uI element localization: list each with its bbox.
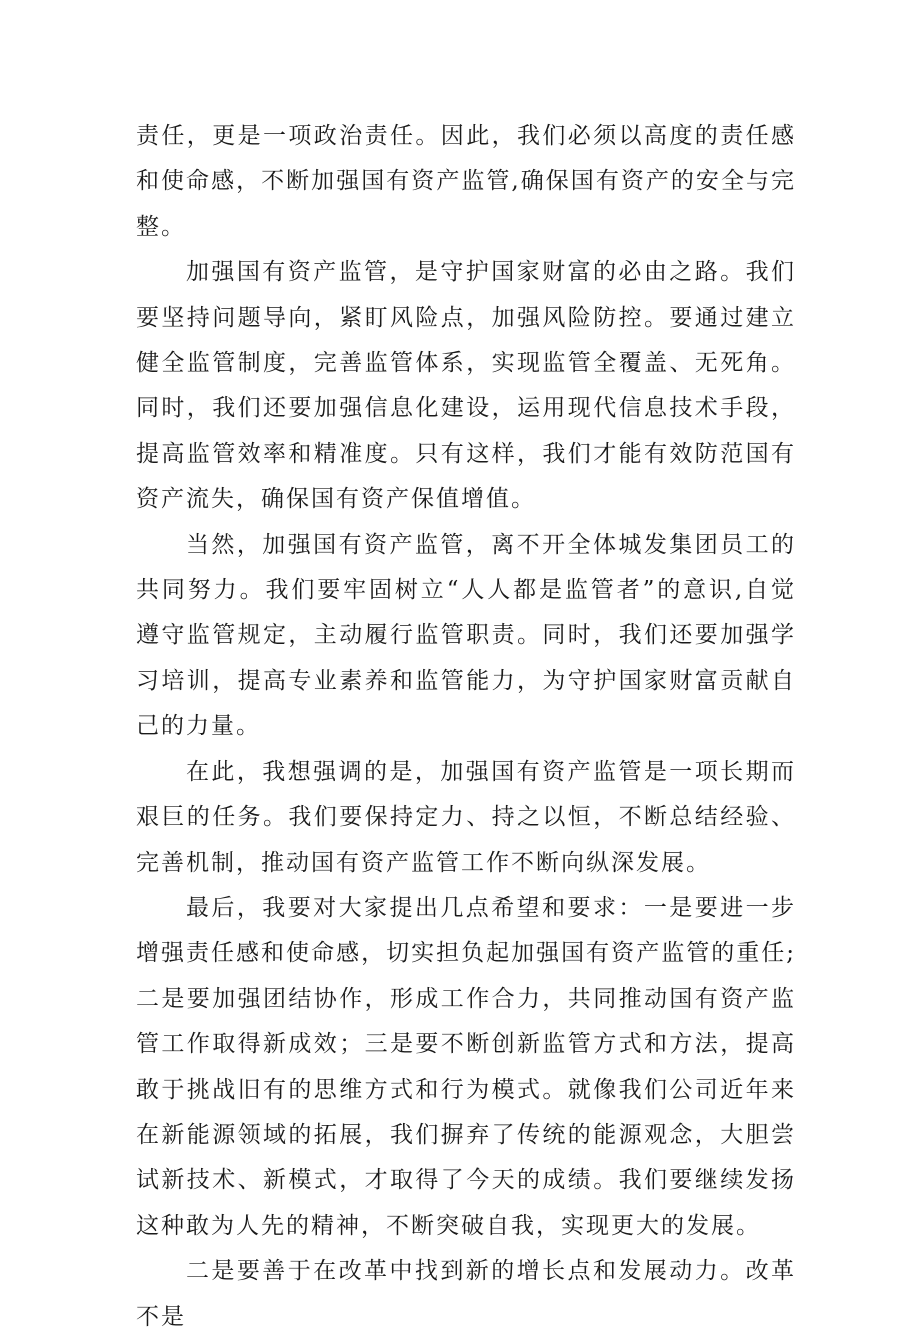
document-body [136,114,796,1340]
paragraph-reform-growth: 二是要善于在改革中找到新的增长点和发展动力。改革不是 [136,1258,796,1330]
paragraph-long-term-task: 在此，我想强调的是，加强国有资产监管是一项长期而艰巨的任务。我们要保持定力、持之以恒，不断总结经验、完善机制，推动国有资产监管工作不断向纵深发展。 [136,758,796,876]
paragraph-joint-effort: 当然，加强国有资产监管，离不开全体城发集团员工的共同努力。我们要牢固树立“人人都是监管者”的意识,自觉遵守监管规定，主动履行监管职责。同时，我们还要加强学习培训，提高专业素养和监管能力，为守护国家财富贡献自己的力量。 [136,531,796,740]
paragraph-asset-supervision-path: 加强国有资产监管，是守护国家财富的必由之路。我们要坚持问题导向，紧盯风险点，加强风险防控。要通过建立健全监管制度，完善监管体系，实现监管全覆盖、无死角。同时，我们还要加强信息化建设，运用现代信息技术手段，提高监管效率和精准度。只有这样，我们才能有效防范国有资产流失，确保国有资产保值增值。 [136,259,796,513]
paragraph-hopes-and-requirements: 最后，我要对大家提出几点希望和要求：一是要进一步增强责任感和使命感，切实担负起加强国有资产监管的重任;二是要加强团结协作，形成工作合力，共同推动国有资产监管工作取得新成效；三是要不断创新监管方式和方法，提高敢于挑战旧有的思维方式和行为模式。就像我们公司近年来在新能源领域的拓展，我们摒弃了传统的能源观念，大胆尝试新技术、新模式，才取得了今天的成绩。我们要继续发扬这种敢为人先的精神，不断突破自我，实现更大的发展。 [136,894,796,1239]
paragraph-continuation: 责任，更是一项政治责任。因此，我们必须以高度的责任感和使命感，不断加强国有资产监管,确保国有资产的安全与完整。 [136,123,796,240]
